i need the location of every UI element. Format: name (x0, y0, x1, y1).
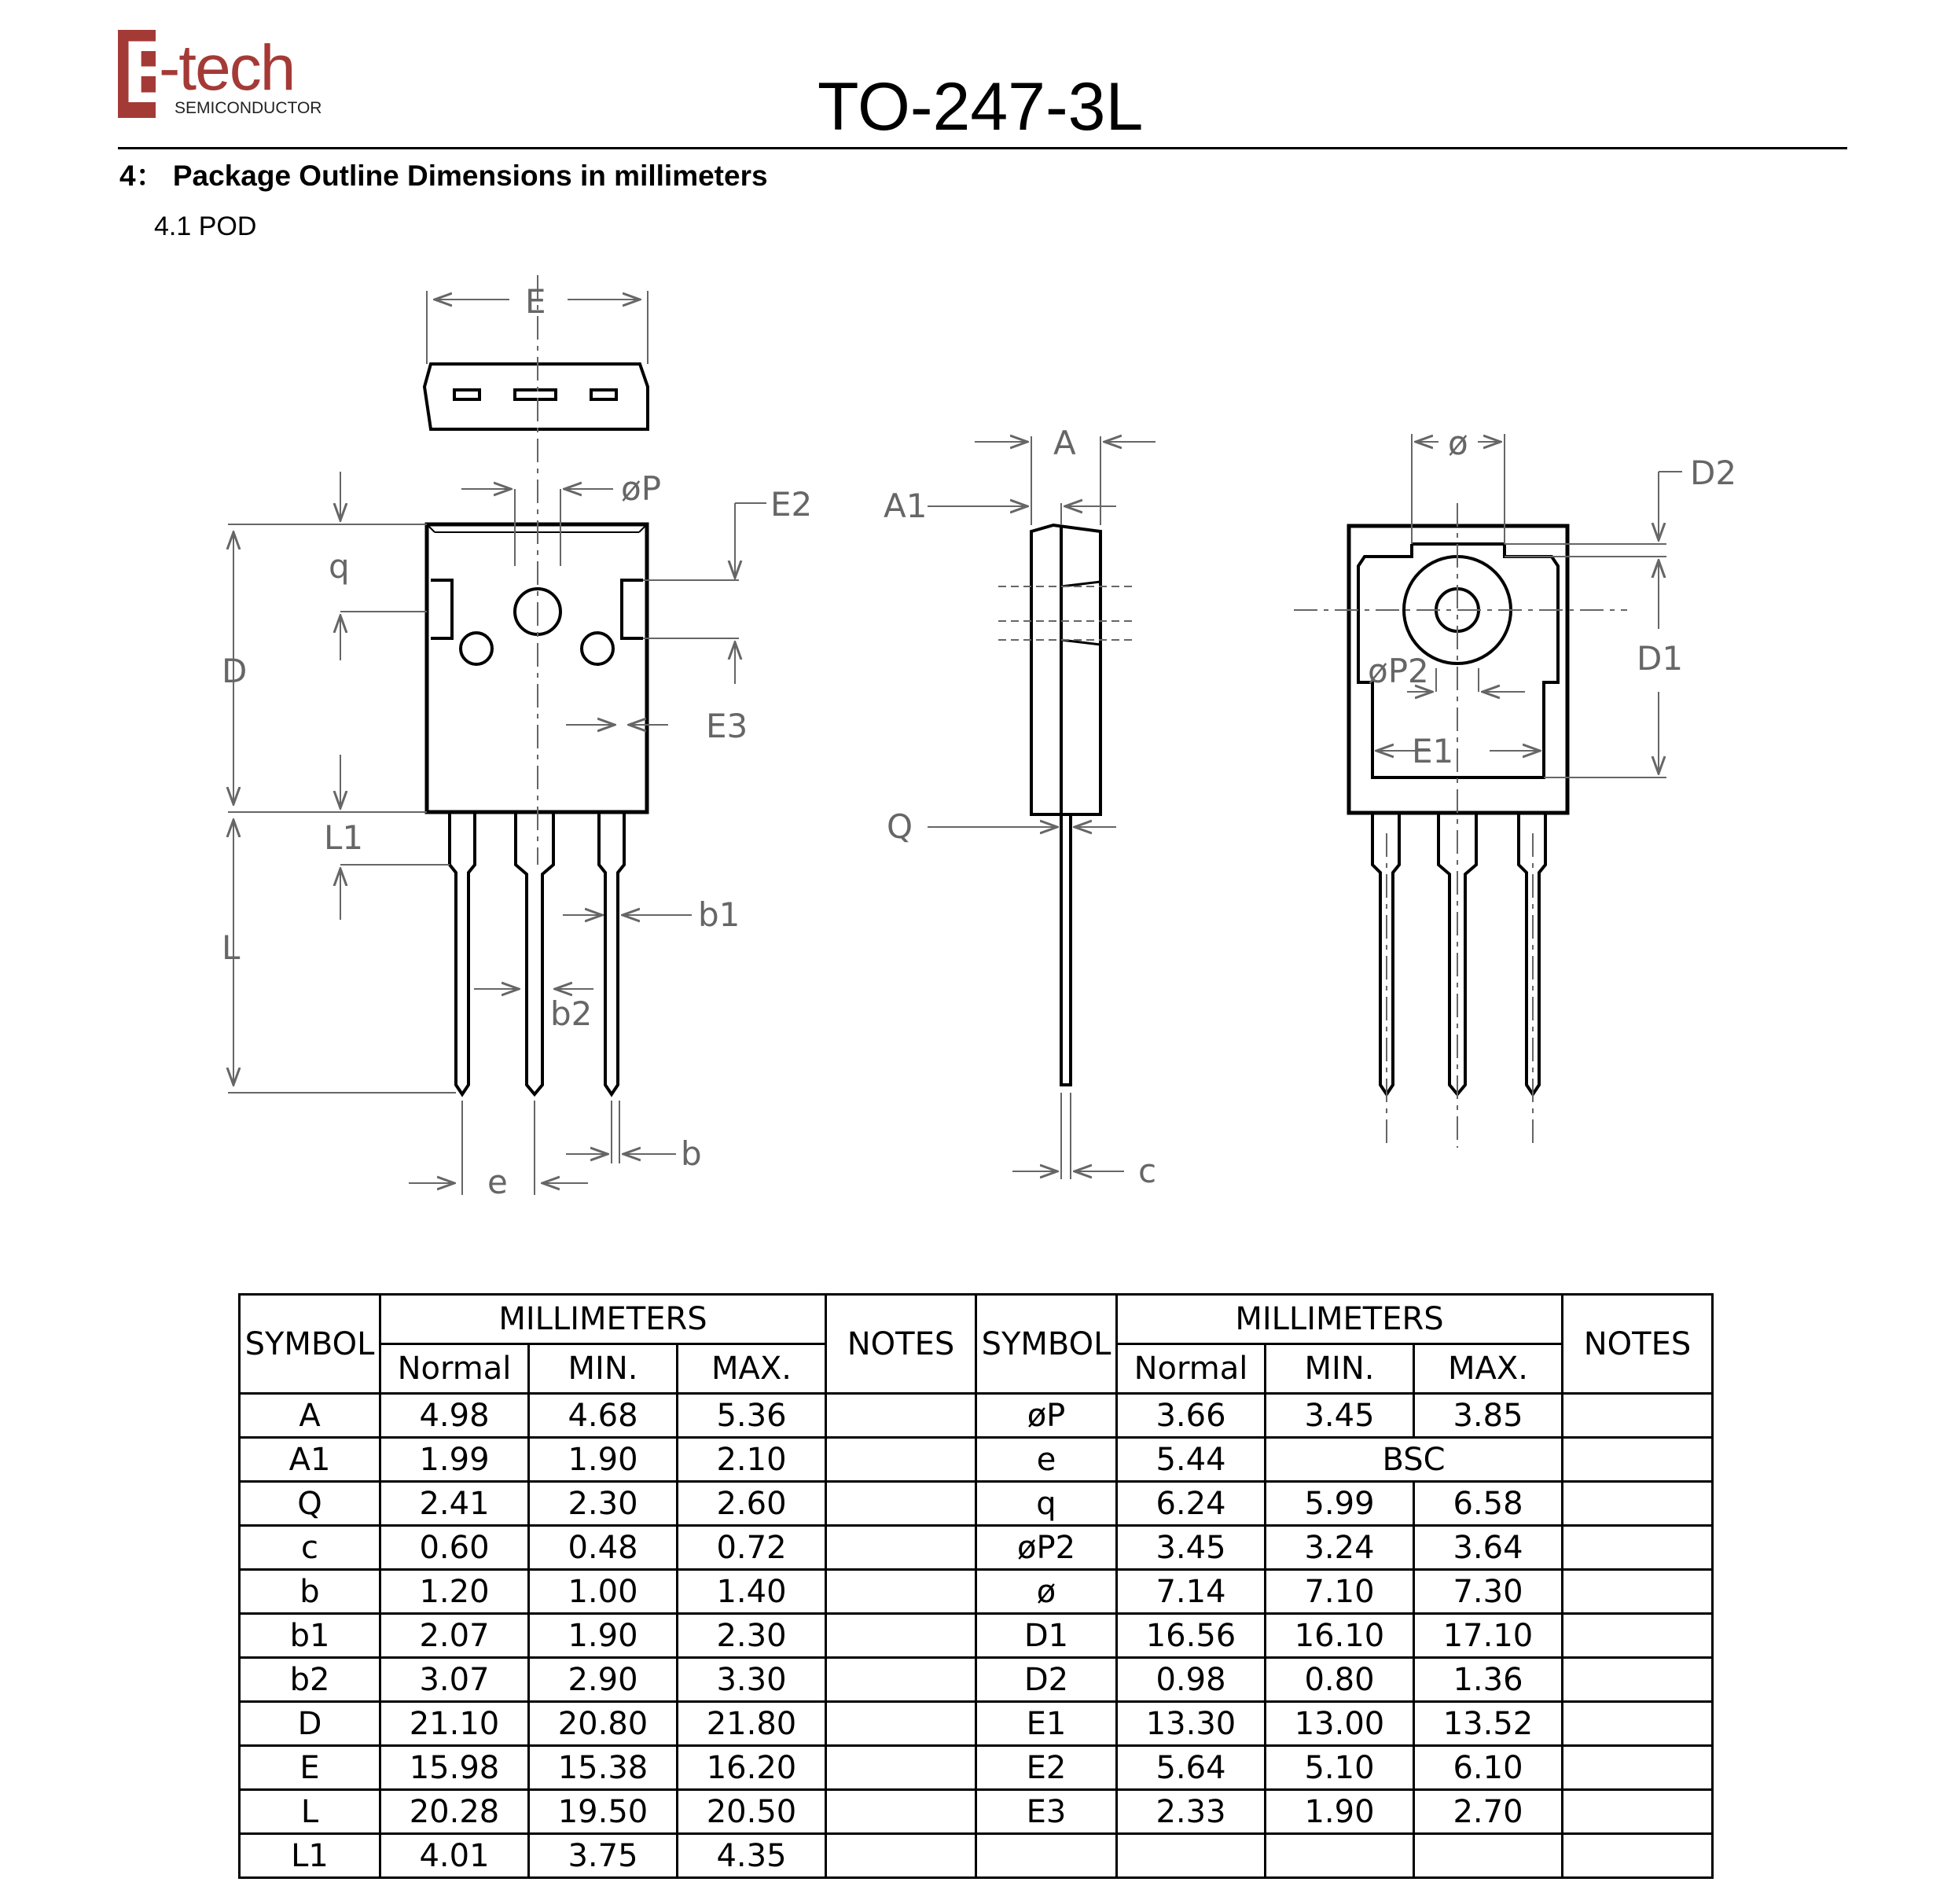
label-b1: b1 (698, 895, 740, 934)
section-subtitle: 4.1 POD (154, 211, 257, 241)
left-symbol-cell: Q (240, 1482, 380, 1526)
left-symbol-cell: b1 (240, 1614, 380, 1658)
left-min-cell: 4.68 (529, 1394, 678, 1438)
table-row (240, 1658, 1713, 1702)
left-max-cell: 2.10 (678, 1438, 826, 1482)
lead-right (599, 812, 624, 1094)
label-A1: A1 (884, 487, 928, 525)
dimensions-table (238, 1293, 1714, 1879)
left-symbol-cell: E (240, 1746, 380, 1790)
package-title: TO-247-3L (818, 69, 1144, 145)
left-notes-cell (826, 1482, 976, 1526)
left-notes-cell (826, 1658, 976, 1702)
right-min-cell: 5.10 (1266, 1746, 1414, 1790)
left-max-cell: 5.36 (678, 1394, 826, 1438)
table-row (240, 1614, 1713, 1658)
label-e: e (487, 1163, 508, 1201)
header-millimeters: MILLIMETERS (380, 1295, 826, 1344)
left-notes-cell (826, 1614, 976, 1658)
right-notes-cell (1563, 1702, 1713, 1746)
right-symbol-cell (976, 1834, 1117, 1878)
header-max: MAX. (1414, 1344, 1563, 1394)
right-symbol-cell: øP (976, 1394, 1117, 1438)
left-normal-cell: 20.28 (380, 1790, 529, 1834)
left-notes-cell (826, 1438, 976, 1482)
right-max-cell: 13.52 (1414, 1702, 1563, 1746)
table-row (240, 1438, 1713, 1482)
left-symbol-cell: b (240, 1570, 380, 1614)
right-normal-cell: 16.56 (1117, 1614, 1266, 1658)
side-body (1031, 525, 1100, 814)
table-header-row (240, 1295, 1713, 1344)
table-body (240, 1394, 1713, 1878)
front-view (424, 364, 648, 1094)
left-min-cell: 3.75 (529, 1834, 678, 1878)
right-symbol-cell: e (976, 1438, 1117, 1482)
left-normal-cell: 2.41 (380, 1482, 529, 1526)
right-min-cell: 1.90 (1266, 1790, 1414, 1834)
lead-center (516, 812, 553, 1094)
left-min-cell: 19.50 (529, 1790, 678, 1834)
table-row (240, 1790, 1713, 1834)
left-symbol-cell: L (240, 1790, 380, 1834)
right-notes-cell (1563, 1790, 1713, 1834)
right-min-cell (1266, 1834, 1414, 1878)
left-min-cell: 20.80 (529, 1702, 678, 1746)
right-notes-cell (1563, 1438, 1713, 1482)
left-min-cell: 0.48 (529, 1526, 678, 1570)
header-max: MAX. (678, 1344, 826, 1394)
header-symbol: SYMBOL (976, 1295, 1117, 1394)
right-normal-cell (1117, 1834, 1266, 1878)
left-notes-cell (826, 1394, 976, 1438)
right-normal-cell: 13.30 (1117, 1702, 1266, 1746)
table-row (240, 1526, 1713, 1570)
right-min-cell: 3.24 (1266, 1526, 1414, 1570)
left-notes-cell (826, 1702, 976, 1746)
right-notes-cell (1563, 1658, 1713, 1702)
label-phiP2: øP2 (1368, 652, 1429, 690)
label-E3: E3 (706, 707, 748, 745)
header-normal: Normal (1117, 1344, 1266, 1394)
label-A: A (1053, 424, 1076, 462)
logo-mark-letter: E (123, 23, 182, 121)
left-normal-cell: 1.20 (380, 1570, 529, 1614)
header-min: MIN. (1266, 1344, 1414, 1394)
header-notes: NOTES (1563, 1295, 1713, 1394)
table-row (240, 1746, 1713, 1790)
right-notes-cell (1563, 1526, 1713, 1570)
left-max-cell: 16.20 (678, 1746, 826, 1790)
label-D: D (222, 652, 248, 690)
right-min-cell: BSC (1266, 1438, 1563, 1482)
right-min-cell: 7.10 (1266, 1570, 1414, 1614)
left-symbol-cell: b2 (240, 1658, 380, 1702)
left-notes-cell (826, 1834, 976, 1878)
right-normal-cell: 6.24 (1117, 1482, 1266, 1526)
right-normal-cell: 5.44 (1117, 1438, 1266, 1482)
label-b: b (681, 1134, 702, 1173)
right-max-cell: 6.58 (1414, 1482, 1563, 1526)
left-normal-cell: 4.01 (380, 1834, 529, 1878)
left-min-cell: 1.00 (529, 1570, 678, 1614)
right-normal-cell: 0.98 (1117, 1658, 1266, 1702)
right-normal-cell: 2.33 (1117, 1790, 1266, 1834)
right-max-cell: 3.64 (1414, 1526, 1563, 1570)
label-D2: D2 (1690, 454, 1737, 492)
left-max-cell: 4.35 (678, 1834, 826, 1878)
right-notes-cell (1563, 1614, 1713, 1658)
left-notes-cell (826, 1790, 976, 1834)
left-normal-cell: 21.10 (380, 1702, 529, 1746)
right-max-cell (1414, 1834, 1563, 1878)
label-L: L (222, 928, 241, 967)
label-phi: ø (1448, 424, 1468, 462)
table-row (240, 1834, 1713, 1878)
right-symbol-cell: ø (976, 1570, 1117, 1614)
left-max-cell: 20.50 (678, 1790, 826, 1834)
left-min-cell: 2.30 (529, 1482, 678, 1526)
right-notes-cell (1563, 1570, 1713, 1614)
section-title: 4： Package Outline Dimensions in millimeters (119, 160, 768, 192)
table-row (240, 1702, 1713, 1746)
left-symbol-cell: A (240, 1394, 380, 1438)
lead-left (450, 812, 475, 1094)
left-notes-cell (826, 1526, 976, 1570)
right-max-cell: 6.10 (1414, 1746, 1563, 1790)
right-notes-cell (1563, 1394, 1713, 1438)
right-normal-cell: 5.64 (1117, 1746, 1266, 1790)
left-symbol-cell: D (240, 1702, 380, 1746)
right-symbol-cell: øP2 (976, 1526, 1117, 1570)
table-row (240, 1570, 1713, 1614)
right-symbol-cell: q (976, 1482, 1117, 1526)
left-notes-cell (826, 1746, 976, 1790)
left-normal-cell: 0.60 (380, 1526, 529, 1570)
right-normal-cell: 3.45 (1117, 1526, 1266, 1570)
left-max-cell: 21.80 (678, 1702, 826, 1746)
header-normal: Normal (380, 1344, 529, 1394)
right-normal-cell: 3.66 (1117, 1394, 1266, 1438)
header-min: MIN. (529, 1344, 678, 1394)
right-min-cell: 16.10 (1266, 1614, 1414, 1658)
left-normal-cell: 1.99 (380, 1438, 529, 1482)
header-symbol: SYMBOL (240, 1295, 380, 1394)
left-normal-cell: 3.07 (380, 1658, 529, 1702)
right-symbol-cell: E3 (976, 1790, 1117, 1834)
right-symbol-cell: D1 (976, 1614, 1117, 1658)
side-view (1031, 525, 1100, 1085)
label-E: E (525, 282, 546, 321)
left-symbol-cell: L1 (240, 1834, 380, 1878)
left-max-cell: 0.72 (678, 1526, 826, 1570)
top-end-view (424, 364, 648, 429)
right-notes-cell (1563, 1746, 1713, 1790)
left-min-cell: 1.90 (529, 1438, 678, 1482)
label-L1: L1 (324, 818, 364, 857)
right-min-cell: 0.80 (1266, 1658, 1414, 1702)
right-notes-cell (1563, 1834, 1713, 1878)
right-symbol-cell: D2 (976, 1658, 1117, 1702)
label-q: q (329, 547, 350, 586)
label-c: c (1138, 1152, 1157, 1190)
right-normal-cell: 7.14 (1117, 1570, 1266, 1614)
right-min-cell: 5.99 (1266, 1482, 1414, 1526)
label-E2: E2 (770, 485, 813, 524)
side-lead (1061, 814, 1071, 1085)
left-min-cell: 2.90 (529, 1658, 678, 1702)
left-notes-cell (826, 1570, 976, 1614)
left-max-cell: 3.30 (678, 1658, 826, 1702)
table-row (240, 1482, 1713, 1526)
label-b2: b2 (550, 994, 593, 1033)
right-max-cell: 2.70 (1414, 1790, 1563, 1834)
left-max-cell: 2.60 (678, 1482, 826, 1526)
header-notes: NOTES (826, 1295, 976, 1394)
right-max-cell: 3.85 (1414, 1394, 1563, 1438)
right-symbol-cell: E1 (976, 1702, 1117, 1746)
right-symbol-cell: E2 (976, 1746, 1117, 1790)
label-D1: D1 (1637, 639, 1684, 678)
label-phiP: øP (621, 469, 662, 508)
label-E1: E1 (1412, 732, 1454, 770)
left-normal-cell: 2.07 (380, 1614, 529, 1658)
right-max-cell: 7.30 (1414, 1570, 1563, 1614)
left-normal-cell: 15.98 (380, 1746, 529, 1790)
right-notes-cell (1563, 1482, 1713, 1526)
logo-subtext: SEMICONDUCTOR (175, 99, 322, 117)
table-row (240, 1394, 1713, 1438)
left-symbol-cell: A1 (240, 1438, 380, 1482)
left-min-cell: 15.38 (529, 1746, 678, 1790)
left-normal-cell: 4.98 (380, 1394, 529, 1438)
left-max-cell: 1.40 (678, 1570, 826, 1614)
left-max-cell: 2.30 (678, 1614, 826, 1658)
header-millimeters: MILLIMETERS (1117, 1295, 1563, 1344)
label-Q: Q (887, 807, 913, 846)
logo-text: -tech (159, 32, 295, 104)
right-max-cell: 17.10 (1414, 1614, 1563, 1658)
left-symbol-cell: c (240, 1526, 380, 1570)
left-min-cell: 1.90 (529, 1614, 678, 1658)
right-min-cell: 13.00 (1266, 1702, 1414, 1746)
right-min-cell: 3.45 (1266, 1394, 1414, 1438)
right-max-cell: 1.36 (1414, 1658, 1563, 1702)
